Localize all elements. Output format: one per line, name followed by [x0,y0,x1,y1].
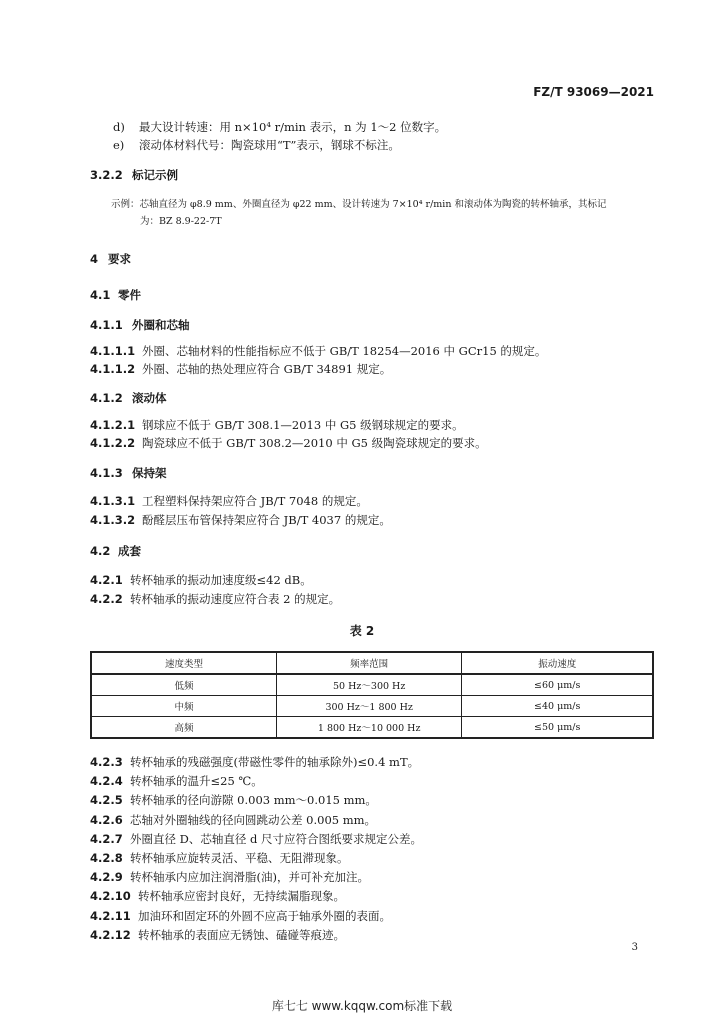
clause-4-1-2-1 [90,418,464,433]
clause-number: 4.2.10 [90,889,131,904]
clause-number: 4.2.5 [90,793,123,808]
standard-code-header: FZ/T 93069—2021 [533,85,654,99]
clause-text: 转杯轴承的残磁强度(带磁性零件的轴承除外)≤0.4 mT。 [130,755,420,769]
table-caption: 表 2 [349,624,375,638]
section-heading-4-1 [90,288,141,303]
table-cell: 50 Hz～300 Hz [276,674,461,696]
list-item-e [113,138,400,153]
table-row [91,674,653,696]
clause-4-1-1-1 [90,344,546,359]
clause-4-2-9 [90,870,369,885]
table-cell: ≤60 μm/s [462,674,653,696]
section-heading-4-1-1 [90,318,190,333]
section-number: 3.2.2 [90,168,123,182]
clause-text: 转杯轴承应旋转灵活、平稳、无阻滞现象。 [130,851,349,865]
list-marker: e) [113,138,125,152]
table-cell: 1 800 Hz～10 000 Hz [276,717,461,739]
clause-number: 4.2.9 [90,870,123,885]
table-header-cell: 速度类型 [91,652,276,674]
clause-text: 酚醛层压布管保持架应符合 JB/T 4037 的规定。 [142,513,391,527]
table-cell: 低频 [91,674,276,696]
section-title: 保持架 [132,466,167,480]
clause-number: 4.2.6 [90,812,123,827]
clause-number: 4.1.3.2 [90,513,136,527]
section-heading-4-1-2 [90,391,167,406]
clause-number: 4.1.1.1 [90,344,136,358]
clause-number: 4.1.3.1 [90,494,136,508]
clause-4-2-12 [90,928,345,943]
clause-4-2-3 [90,755,419,770]
section-number: 4.2 [90,544,111,558]
clause-text: 陶瓷球应不低于 GB/T 308.2—2010 中 G5 级陶瓷球规定的要求。 [142,436,487,450]
example-line-2: 为：BZ 8.9-22-7T [140,216,222,227]
clause-4-2-10 [90,889,345,904]
section-heading-4 [90,252,131,267]
clause-text: 外圈直径 D、芯轴直径 d 尺寸应符合图纸要求规定公差。 [130,831,423,846]
table-header-cell: 振动速度 [462,652,653,674]
clause-4-2-2 [90,592,340,607]
vibration-velocity-table [90,651,654,739]
table-cell: 300 Hz～1 800 Hz [276,696,461,717]
clause-number: 4.2.2 [90,592,123,606]
section-number: 4.1 [90,288,111,302]
clause-4-2-6 [90,813,376,828]
list-marker: d) [113,120,125,134]
table-header-cell: 频率范围 [276,652,461,674]
section-title: 滚动体 [132,391,167,405]
clause-4-2-8 [90,851,349,866]
clause-text: 芯轴对外圈轴线的径向圆跳动公差 0.005 mm。 [130,812,377,827]
section-number: 4.1.1 [90,318,123,332]
clause-number: 4.2.11 [90,908,131,923]
clause-4-1-3-2 [90,513,391,528]
table-cell: ≤50 μm/s [462,717,653,739]
clause-4-2-4 [90,774,263,789]
clause-4-1-3-1 [90,494,368,509]
clause-text: 外圈、芯轴材料的性能指标应不低于 GB/T 18254—2016 中 GCr15 的规定。 [142,344,547,358]
section-title: 成套 [118,544,141,558]
table-row [91,717,653,739]
clause-text: 钢球应不低于 GB/T 308.1—2013 中 G5 级钢球规定的要求。 [142,418,464,432]
clause-text: 转杯轴承的振动速度应符合表 2 的规定。 [130,592,341,606]
clause-number: 4.1.2.2 [90,436,136,450]
section-heading-4-2 [90,544,141,559]
section-title: 外圈和芯轴 [132,318,190,332]
clause-number: 4.2.3 [90,755,123,769]
table-cell: 高频 [91,717,276,739]
clause-text: 转杯轴承的温升≤25 ℃。 [130,774,263,789]
table-cell: ≤40 μm/s [462,696,653,717]
list-item-d [113,120,446,135]
clause-number: 4.1.2.1 [90,418,136,432]
clause-text: 转杯轴承应密封良好，无持续漏脂现象。 [138,889,345,904]
clause-text: 转杯轴承的径向游隙 0.003 mm～0.015 mm。 [130,793,377,808]
table-cell: 中频 [91,696,276,717]
page-number: 3 [631,942,638,953]
clause-text: 加油环和固定环的外圆不应高于轴承外圈的表面。 [138,908,391,923]
clause-text: 转杯轴承的表面应无锈蚀、磕碰等痕迹。 [138,927,345,942]
section-heading-4-1-3 [90,466,167,481]
section-number: 4.1.3 [90,466,123,480]
clause-4-2-7 [90,832,422,847]
clause-4-2-1 [90,573,312,588]
clause-number: 4.2.12 [90,927,131,942]
clause-text: 工程塑料保持架应符合 JB/T 7048 的规定。 [142,494,368,508]
clause-4-2-11 [90,909,391,924]
section-title: 标记示例 [132,168,178,182]
section-title: 零件 [118,288,141,302]
section-number: 4 [90,252,99,266]
table-header-row [91,652,653,674]
clause-number: 4.2.1 [90,573,123,587]
clause-number: 4.2.8 [90,851,123,865]
clause-4-1-1-2 [90,362,391,377]
clause-number: 4.1.1.2 [90,362,136,376]
clause-number: 4.2.4 [90,774,123,789]
clause-number: 4.2.7 [90,831,123,846]
clause-text: 转杯轴承的振动加速度级≤42 dB。 [130,573,312,587]
list-text: 最大设计转速：用 n×10⁴ r/min 表示，n 为 1～2 位数字。 [139,120,447,134]
clause-text: 外圈、芯轴的热处理应符合 GB/T 34891 规定。 [142,362,392,376]
table-row [91,696,653,717]
clause-4-1-2-2 [90,436,487,451]
section-number: 4.1.2 [90,391,123,405]
list-text: 滚动体材料代号：陶瓷球用“T”表示，钢球不标注。 [139,138,400,152]
section-title: 要求 [108,252,131,266]
footer-watermark: 库七七 www.kqqw.com标准下载 [271,999,453,1013]
clause-4-2-5 [90,793,377,808]
clause-text: 转杯轴承内应加注润滑脂(油)，并可补充加注。 [130,870,369,885]
section-heading-3-2-2 [90,168,178,183]
example-line-1: 示例：芯轴直径为 φ8.9 mm、外圈直径为 φ22 mm、设计转速为 7×10⁴ r/min 和滚动体为陶瓷的转杯轴承，其标记 [111,199,607,210]
